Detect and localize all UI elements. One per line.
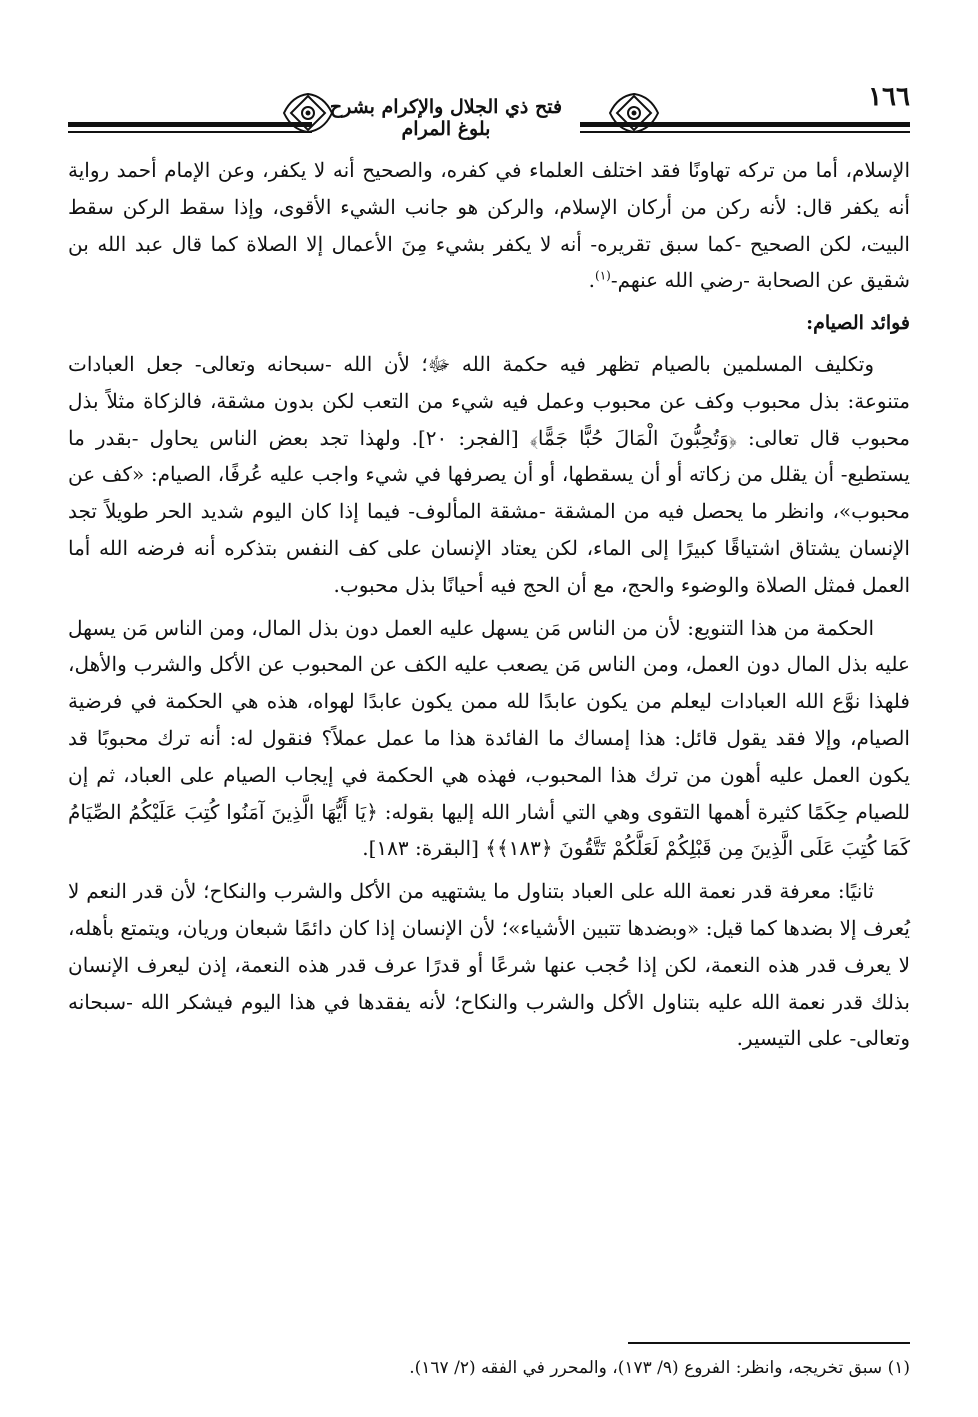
floral-ornament-icon (606, 88, 662, 138)
page-number: ١٦٦ (868, 82, 910, 112)
paragraph-text: الإسلام، أما من تركه تهاونًا فقد اختلف العلماء في كفره، والصحيح أنه لا يكفر، وعن الإمام أحمد رواية أنه يكفر قال: لأنه ركن من أركان الإسلام، والركن هو جانب الشيء الأقوى، وإذا سقط الركن سقط البيت، لكن الصحيح -كما سبق تقريره- أنه لا يكفر بشيء مِنَ الأعمال إلا الصلاة كما قال عبد الله بن شقيق عن الصحابة -رضي الله عنهم- (68, 158, 910, 293)
paragraph-second-benefit: ثانيًا: معرفة قدر نعمة الله على العباد بتناول ما يشتهيه من الأكل والشرب والنكاح؛ لأن قدر النعم لا يُعرف إلا بضدها كما قيل: «وبضدها تتبين الأشياء»؛ لأن الإنسان إذا كان دائمًا شبعان وريان، ويتمتع بأهله، لا يعرف قدر هذه النعمة، لكن إذا حُجب عنها شرعًا أو قدرًا عرف قدر هذه النعمة، إذن ليعرف الإنسان بذلك قدر نعمة الله عليه بتناول الأكل والشرب والنكاح؛ لأنه يفقدها في هذا اليوم فيشكر الله -سبحانه وتعالى- على التيسير. (68, 879, 910, 1051)
main-text (68, 152, 910, 1063)
paragraph-end: . (588, 268, 596, 293)
paragraph-diversity-wisdom: الحكمة من هذا التنويع: لأن من الناس مَن يسهل عليه العمل دون بذل المال، ومن الناس مَن يسهل عليه بذل المال دون العمل، ومن الناس مَن يصعب عليه الكف عن المحبوب عن الأكل والشرب والأهل، فلهذا نوَّع الله العبادات ليعلم من يكون عابدًا لله ممن يكون عابدًا لهواه، هذه هي الحكمة في فرضية الصيام، وإلا فقد يقول قائل: هذا إمساك ما الفائدة هذا ما عمل عملاً؟ فنقول له: أنه ترك محبوبًا قد يكون العمل عليه أهون من ترك هذا المحبوب، فهذه هي الحكمة في إيجاب الصيام على العباد، ثم إن للصيام حِكَمًا كثيرة أهمها التقوى وهي التي أشار الله إليها بقوله: ﴿يَا أَيُّهَا الَّذِينَ آمَنُوا كُتِبَ عَلَيْكُمُ الصِّيَامُ كَمَا كُتِبَ عَلَى الَّذِينَ مِن قَبْلِكُمْ لَعَلَّكُمْ تَتَّقُونَ ﴿١٨٣﴾﴾ [البقرة: ١٨٣]. (68, 615, 910, 861)
paragraph-fasting-wisdom: وتكليف المسلمين بالصيام تظهر فيه حكمة الله ﷻ؛ لأن الله -سبحانه وتعالى- جعل العبادات متنوعة: بذل محبوب وكف عن محبوب وعمل فيه شيء من التعب لكن بدون مشقة، فالزكاة مثلاً بذل محبوب قال تعالى: ﴿وَتُحِبُّونَ الْمَالَ حُبًّا جَمًّا﴾ [الفجر: ٢٠]. ولهذا تجد بعض الناس يحاول -بقدر ما يستطيع- أن يقلل من زكاته أو أن يسقطها، أو أن يصرفها في شيء واجب عليه عُرفًا، الصيام: «كف عن محبوب»، وانظر ما يحصل فيه من المشقة -مشقة المألوف- فيما إذا كان اليوم شديد الحر طويلاً تجد الإنسان يشتاق اشتياقًا كبيرًا إلى الماء، لكن يعتاد الإنسان على كف النفس بتذكره أنه فرضه الله أما العمل فمثل الصلاة والوضوء والحج، مع أن الحج فيه أحيانًا بذل محبوب. (68, 351, 910, 597)
footnote-divider (628, 1342, 910, 1344)
book-title: فتح ذي الجلال والإكرام بشرح بلوغ المرام (312, 96, 580, 140)
section-heading: فوائد الصيام: (806, 312, 910, 335)
page-header (68, 78, 910, 148)
floral-ornament-icon (280, 88, 336, 138)
footnote-reference: (١) (595, 268, 611, 283)
paragraph-islam-ruling (68, 152, 910, 299)
footnote: (١) سبق تخريجه، وانظر: الفروع (٩/ ١٧٣)، والمحرر في الفقه (٢/ ١٦٧). (409, 1358, 910, 1378)
